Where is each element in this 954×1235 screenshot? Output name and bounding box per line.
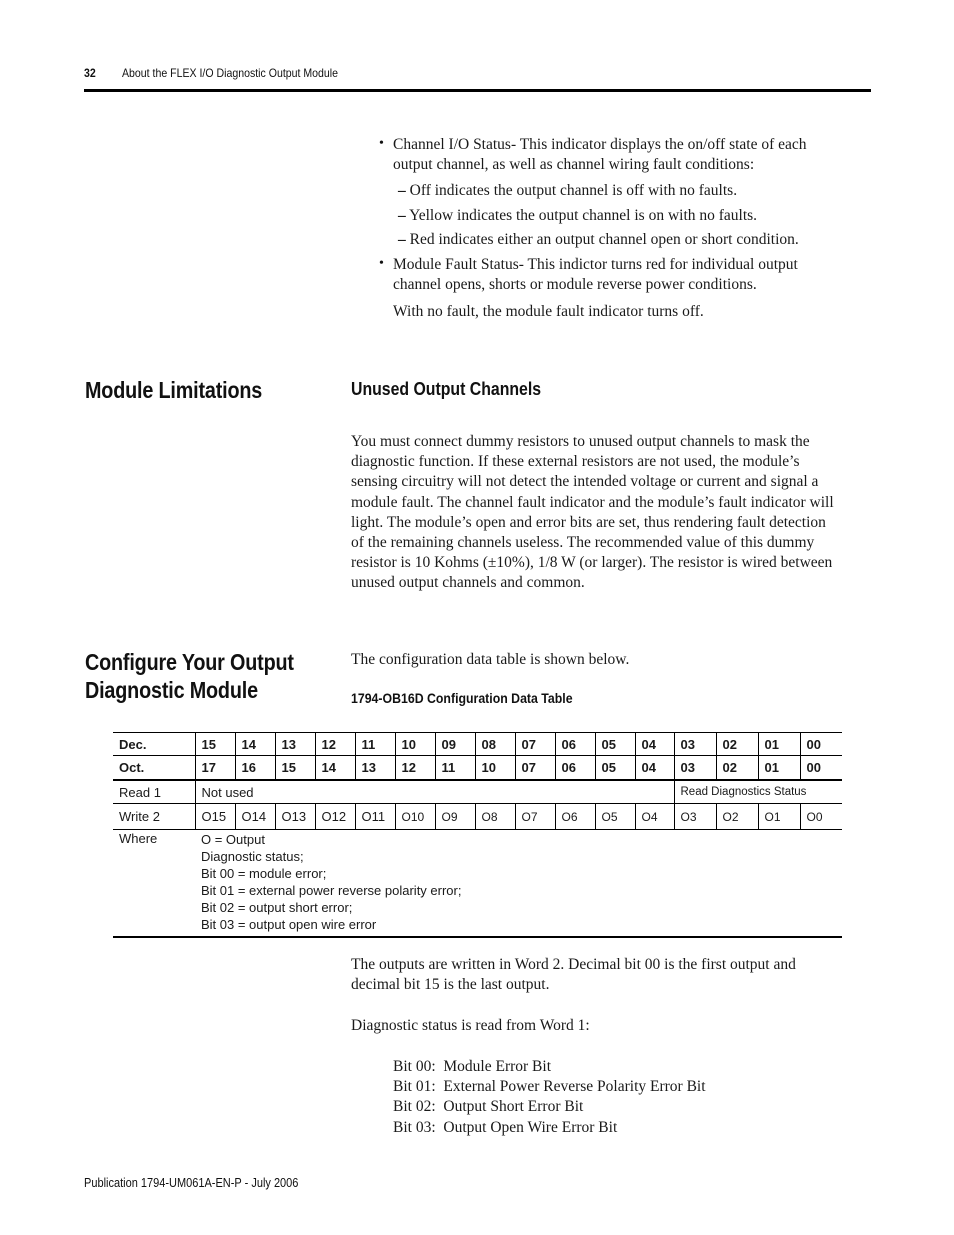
bit-cell: 04 (635, 733, 674, 756)
not-used-cell: Not used (195, 780, 674, 804)
diagnostic-intro: Diagnostic status is read from Word 1: (351, 1017, 590, 1034)
bit-cell: 15 (195, 733, 235, 756)
bit-cell: 10 (395, 733, 435, 756)
row-label: Dec. (113, 733, 195, 756)
subheading-unused-output-channels: Unused Output Channels (351, 379, 542, 399)
bit-text: Output Short Error Bit (443, 1098, 584, 1116)
paragraph-line: diagnostic function. If these external resistors are not used, the module’s (351, 453, 800, 471)
bit-cell: 14 (235, 733, 275, 756)
where-line: Bit 00 = module error; (201, 866, 327, 881)
table-row-write (113, 804, 842, 830)
bullet-dot: • (379, 136, 384, 151)
bit-cell: 01 (758, 756, 800, 781)
bit-cell: 15 (275, 756, 315, 781)
bit-cell: 05 (595, 756, 635, 781)
bit-cell: 08 (475, 733, 515, 756)
sub-item-text: Red indicates either an output channel open or short condition. (409, 231, 799, 248)
bit-cell: 12 (315, 733, 355, 756)
bit-label: Bit 02: (393, 1098, 436, 1116)
paragraph-line: module fault. The channel fault indicator and the module’s fault indicator will (351, 493, 834, 511)
row-label: Oct. (113, 756, 195, 781)
sub-item-off: – Off indicates the output channel is off with no faults. (398, 182, 738, 199)
bit-text: Module Error Bit (443, 1058, 552, 1075)
page-number: 32 (84, 66, 96, 80)
where-line: Diagnostic status; (201, 849, 304, 864)
bit-cell: 07 (515, 756, 555, 781)
heading-line: Diagnostic Module (85, 677, 258, 703)
bit-cell: 09 (435, 733, 475, 756)
bit-cell: 06 (555, 733, 595, 756)
sub-item-red: – Red indicates either an output channel open or short condition. (398, 231, 799, 248)
output-cell: O13 (275, 804, 315, 830)
row-label: Where (113, 830, 195, 938)
output-cell: O11 (355, 804, 395, 830)
where-line: Bit 03 = output open wire error (201, 917, 377, 932)
output-cell: O7 (515, 804, 555, 830)
where-line: O = Output (201, 832, 265, 847)
output-cell: O9 (435, 804, 475, 830)
bit-cell: 03 (674, 756, 716, 781)
bit-cell: 00 (800, 733, 842, 756)
bullet-line: Module Fault Status- This indictor turns red for individual output (393, 256, 798, 273)
bit-cell: 00 (800, 756, 842, 781)
output-cell: O3 (674, 804, 716, 830)
paragraph-line: unused output channels and common. (351, 574, 585, 592)
output-cell: O8 (475, 804, 515, 830)
paragraph-line: sensing circuitry will not detect the intended voltage or current and signal a (351, 473, 819, 491)
table-row-oct (113, 756, 842, 781)
bit-cell: 07 (515, 733, 555, 756)
bullet-line: Channel I/O Status- This indicator displays the on/off state of each (393, 136, 807, 153)
output-cell: O5 (595, 804, 635, 830)
section-heading-module-limitations: Module Limitations (85, 377, 263, 403)
bit-text: External Power Reverse Polarity Error Bit (443, 1078, 706, 1096)
paragraph-line: resistor is 10 Kohms (±10%), 1/8 W (or larger). The resistor is wired between (351, 554, 833, 572)
bit-item (393, 1077, 706, 1097)
limitations-paragraph (351, 432, 881, 594)
footer-publication: Publication 1794-UM061A-EN-P - July 2006 (84, 1176, 299, 1190)
bit-item (393, 1057, 706, 1077)
sub-item-text: Off indicates the output channel is off with no faults. (409, 182, 738, 199)
bullet-line: output channel, as well as channel wiring fault conditions: (393, 156, 755, 174)
output-cell: O14 (235, 804, 275, 830)
bit-cell: 04 (635, 756, 674, 781)
where-cell (195, 830, 842, 938)
bit-cell: 02 (716, 756, 758, 781)
bit-cell: 06 (555, 756, 595, 781)
bit-cell: 11 (355, 733, 395, 756)
bullet-line: channel opens, shorts or module reverse power conditions. (393, 276, 757, 294)
paragraph-line: decimal bit 15 is the last output. (351, 976, 550, 994)
bullet-module-fault (393, 255, 863, 295)
no-fault-note: With no fault, the module fault indicator turns off. (393, 303, 704, 320)
section-heading-configure (85, 648, 294, 704)
bit-item (393, 1097, 706, 1117)
bullet-dot: • (379, 256, 384, 271)
read-diagnostics-cell: Read Diagnostics Status (674, 780, 842, 804)
outputs-paragraph (351, 955, 871, 995)
bit-label: Bit 01: (393, 1078, 436, 1096)
bit-cell: 05 (595, 733, 635, 756)
output-cell: O1 (758, 804, 800, 830)
bit-cell: 13 (275, 733, 315, 756)
paragraph-line: You must connect dummy resistors to unused output channels to mask the (351, 433, 810, 450)
bit-cell: 17 (195, 756, 235, 781)
heading-line: Configure Your Output (85, 649, 294, 675)
paragraph-line: light. The module’s open and error bits are set, thus rendering fault detection (351, 513, 826, 531)
where-line: Bit 02 = output short error; (201, 900, 353, 915)
sub-item-yellow: – Yellow indicates the output channel is on with no faults. (398, 207, 758, 224)
table-row-where (113, 830, 842, 938)
bit-label: Bit 03: (393, 1118, 436, 1136)
paragraph-line: The outputs are written in Word 2. Decimal bit 00 is the first output and (351, 956, 796, 973)
bit-cell: 02 (716, 733, 758, 756)
output-cell: O4 (635, 804, 674, 830)
bit-list (393, 1057, 706, 1138)
output-cell: O12 (315, 804, 355, 830)
bit-text: Output Open Wire Error Bit (443, 1118, 618, 1136)
bit-cell: 01 (758, 733, 800, 756)
bit-item (393, 1118, 706, 1138)
table-caption: 1794-OB16D Configuration Data Table (351, 690, 573, 706)
row-label: Write 2 (113, 804, 195, 830)
bullet-channel-status (393, 135, 863, 175)
output-cell: O6 (555, 804, 595, 830)
output-cell: O2 (716, 804, 758, 830)
bit-cell: 14 (315, 756, 355, 781)
output-cell: O0 (800, 804, 842, 830)
bit-label: Bit 00: (393, 1058, 436, 1075)
bit-cell: 16 (235, 756, 275, 781)
output-cell: O15 (195, 804, 235, 830)
running-title: About the FLEX I/O Diagnostic Output Module (122, 66, 339, 80)
bit-cell: 13 (355, 756, 395, 781)
table-row-read (113, 780, 842, 804)
sub-item-text: Yellow indicates the output channel is on with no faults. (409, 207, 758, 224)
where-line: Bit 01 = external power reverse polarity error; (201, 883, 462, 898)
paragraph-line: of the remaining channels useless. The recommended value of this dummy (351, 534, 815, 552)
header-rule (84, 89, 871, 92)
row-label: Read 1 (113, 780, 195, 804)
configuration-data-table (113, 732, 842, 938)
bit-cell: 11 (435, 756, 475, 781)
bit-cell: 03 (674, 733, 716, 756)
config-intro: The configuration data table is shown below. (351, 651, 630, 668)
bit-cell: 10 (475, 756, 515, 781)
bit-cell: 12 (395, 756, 435, 781)
output-cell: O10 (395, 804, 435, 830)
table-row-dec (113, 733, 842, 756)
